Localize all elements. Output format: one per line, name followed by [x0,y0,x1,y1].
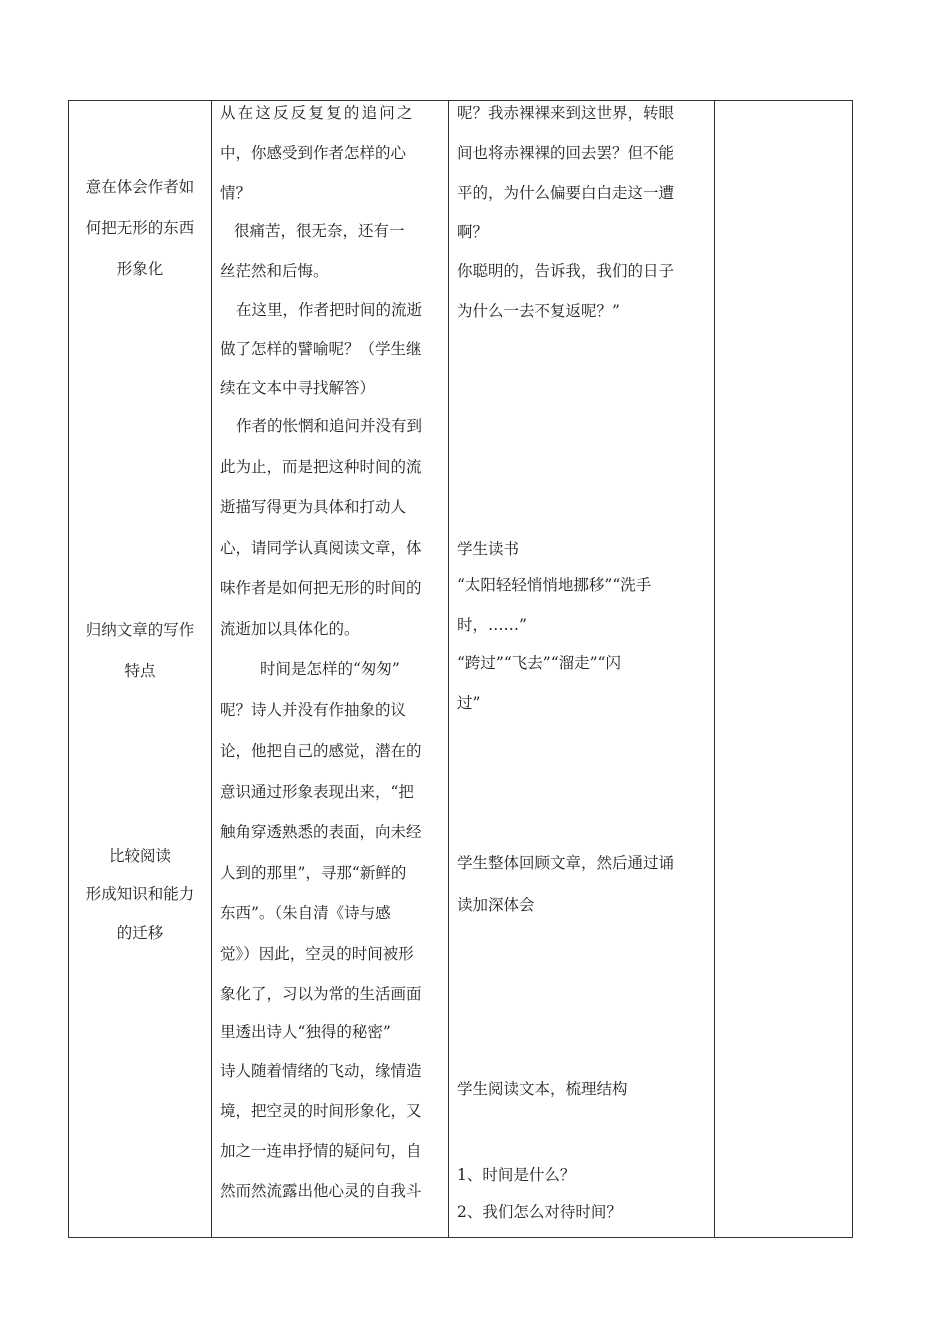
text-line: 丝茫然和后悔。 [220,262,329,280]
objective-line: 形成知识和能力 [85,885,195,903]
objective-line: 的迁移 [116,924,164,942]
notes-column [715,101,853,1237]
question-line: 2、我们怎么对待时间？ [457,1203,622,1221]
text-line: 情？ [220,184,252,202]
structure-line: 学生阅读文本，梳理结构 [457,1080,628,1098]
text-line: 然而然流露出他心灵的自我斗 [220,1182,422,1200]
text-line: 心，请同学认真阅读文章，体 [220,539,422,557]
text-line: 很痛苦，很无奈，还有一 [234,222,405,240]
objective-line: 归纳文章的写作 [85,621,195,639]
quote-line: 过” [457,694,481,712]
objective-line: 何把无形的东西 [85,219,195,237]
text-line: 在这里，作者把时间的流逝 [236,301,423,319]
text-line: 为什么一去不复返呢？” [457,302,620,320]
text-line: 诗人随着情绪的飞动，缘情造 [220,1062,422,1080]
text-line: 作者的怅惘和追问并没有到 [236,417,423,435]
text-line: 时间是怎样的“匆匆” [260,660,400,678]
objective-line: 意在体会作者如 [85,178,195,196]
question-line: 1、时间是什么？ [457,1166,576,1184]
text-line: 间也将赤裸裸的回去罢？但不能 [457,144,675,162]
text-line: 续在文本中寻找解答） [220,379,376,397]
teacher-activity-column [212,101,448,1237]
text-line: 做了怎样的譬喻呢？（学生继 [220,340,422,358]
text-line: 流逝加以具体化的。 [220,620,360,638]
objective-column [69,101,211,1237]
lesson-table [68,100,853,1238]
quote-line: “太阳轻轻悄悄地挪移”“洗手 [457,576,652,594]
text-line: 人到的那里”，寻那“新鲜的 [220,864,407,882]
text-line: 触角穿透熟悉的表面，向未经 [220,823,422,841]
student-activity-column [449,101,714,1237]
text-line: 呢？我赤裸裸来到这世界，转眼 [457,104,675,122]
text-line: 意识通过形象表现出来，“把 [220,783,414,801]
text-line: 境，把空灵的时间形象化，又 [220,1102,422,1120]
text-line: 从在这反反复复的追问之 [220,104,415,122]
text-line: 呢？诗人并没有作抽象的议 [220,701,407,719]
review-line: 学生整体回顾文章，然后通过诵 [457,854,675,872]
text-line: 象化了，习以为常的生活画面 [220,985,422,1003]
text-line: 加之一连串抒情的疑问句，自 [220,1142,422,1160]
text-line: 逝描写得更为具体和打动人 [220,498,407,516]
text-line: 论，他把自己的感觉，潜在的 [220,742,422,760]
read-label: 学生读书 [457,540,520,558]
objective-line: 比较阅读 [108,847,171,865]
text-line: 中，你感受到作者怎样的心 [220,144,407,162]
text-line: 平的，为什么偏要白白走这一遭 [457,184,675,202]
quote-line: “跨过”“飞去”“溜走”“闪 [457,654,621,672]
text-line: 此为止，而是把这种时间的流 [220,458,422,476]
text-line: 东西”。（朱自清《诗与感 [220,904,391,922]
objective-line: 形象化 [116,260,164,278]
text-line: 觉》）因此，空灵的时间被形 [220,945,414,963]
quote-line: 时，……” [457,616,527,634]
text-line: 里透出诗人“独得的秘密” [220,1023,391,1041]
text-line: 味作者是如何把无形的时间的 [220,579,422,597]
review-line: 读加深体会 [457,896,535,914]
text-line: 啊？ [457,223,489,241]
objective-line: 特点 [124,662,156,680]
text-line: 你聪明的，告诉我，我们的日子 [457,262,675,280]
